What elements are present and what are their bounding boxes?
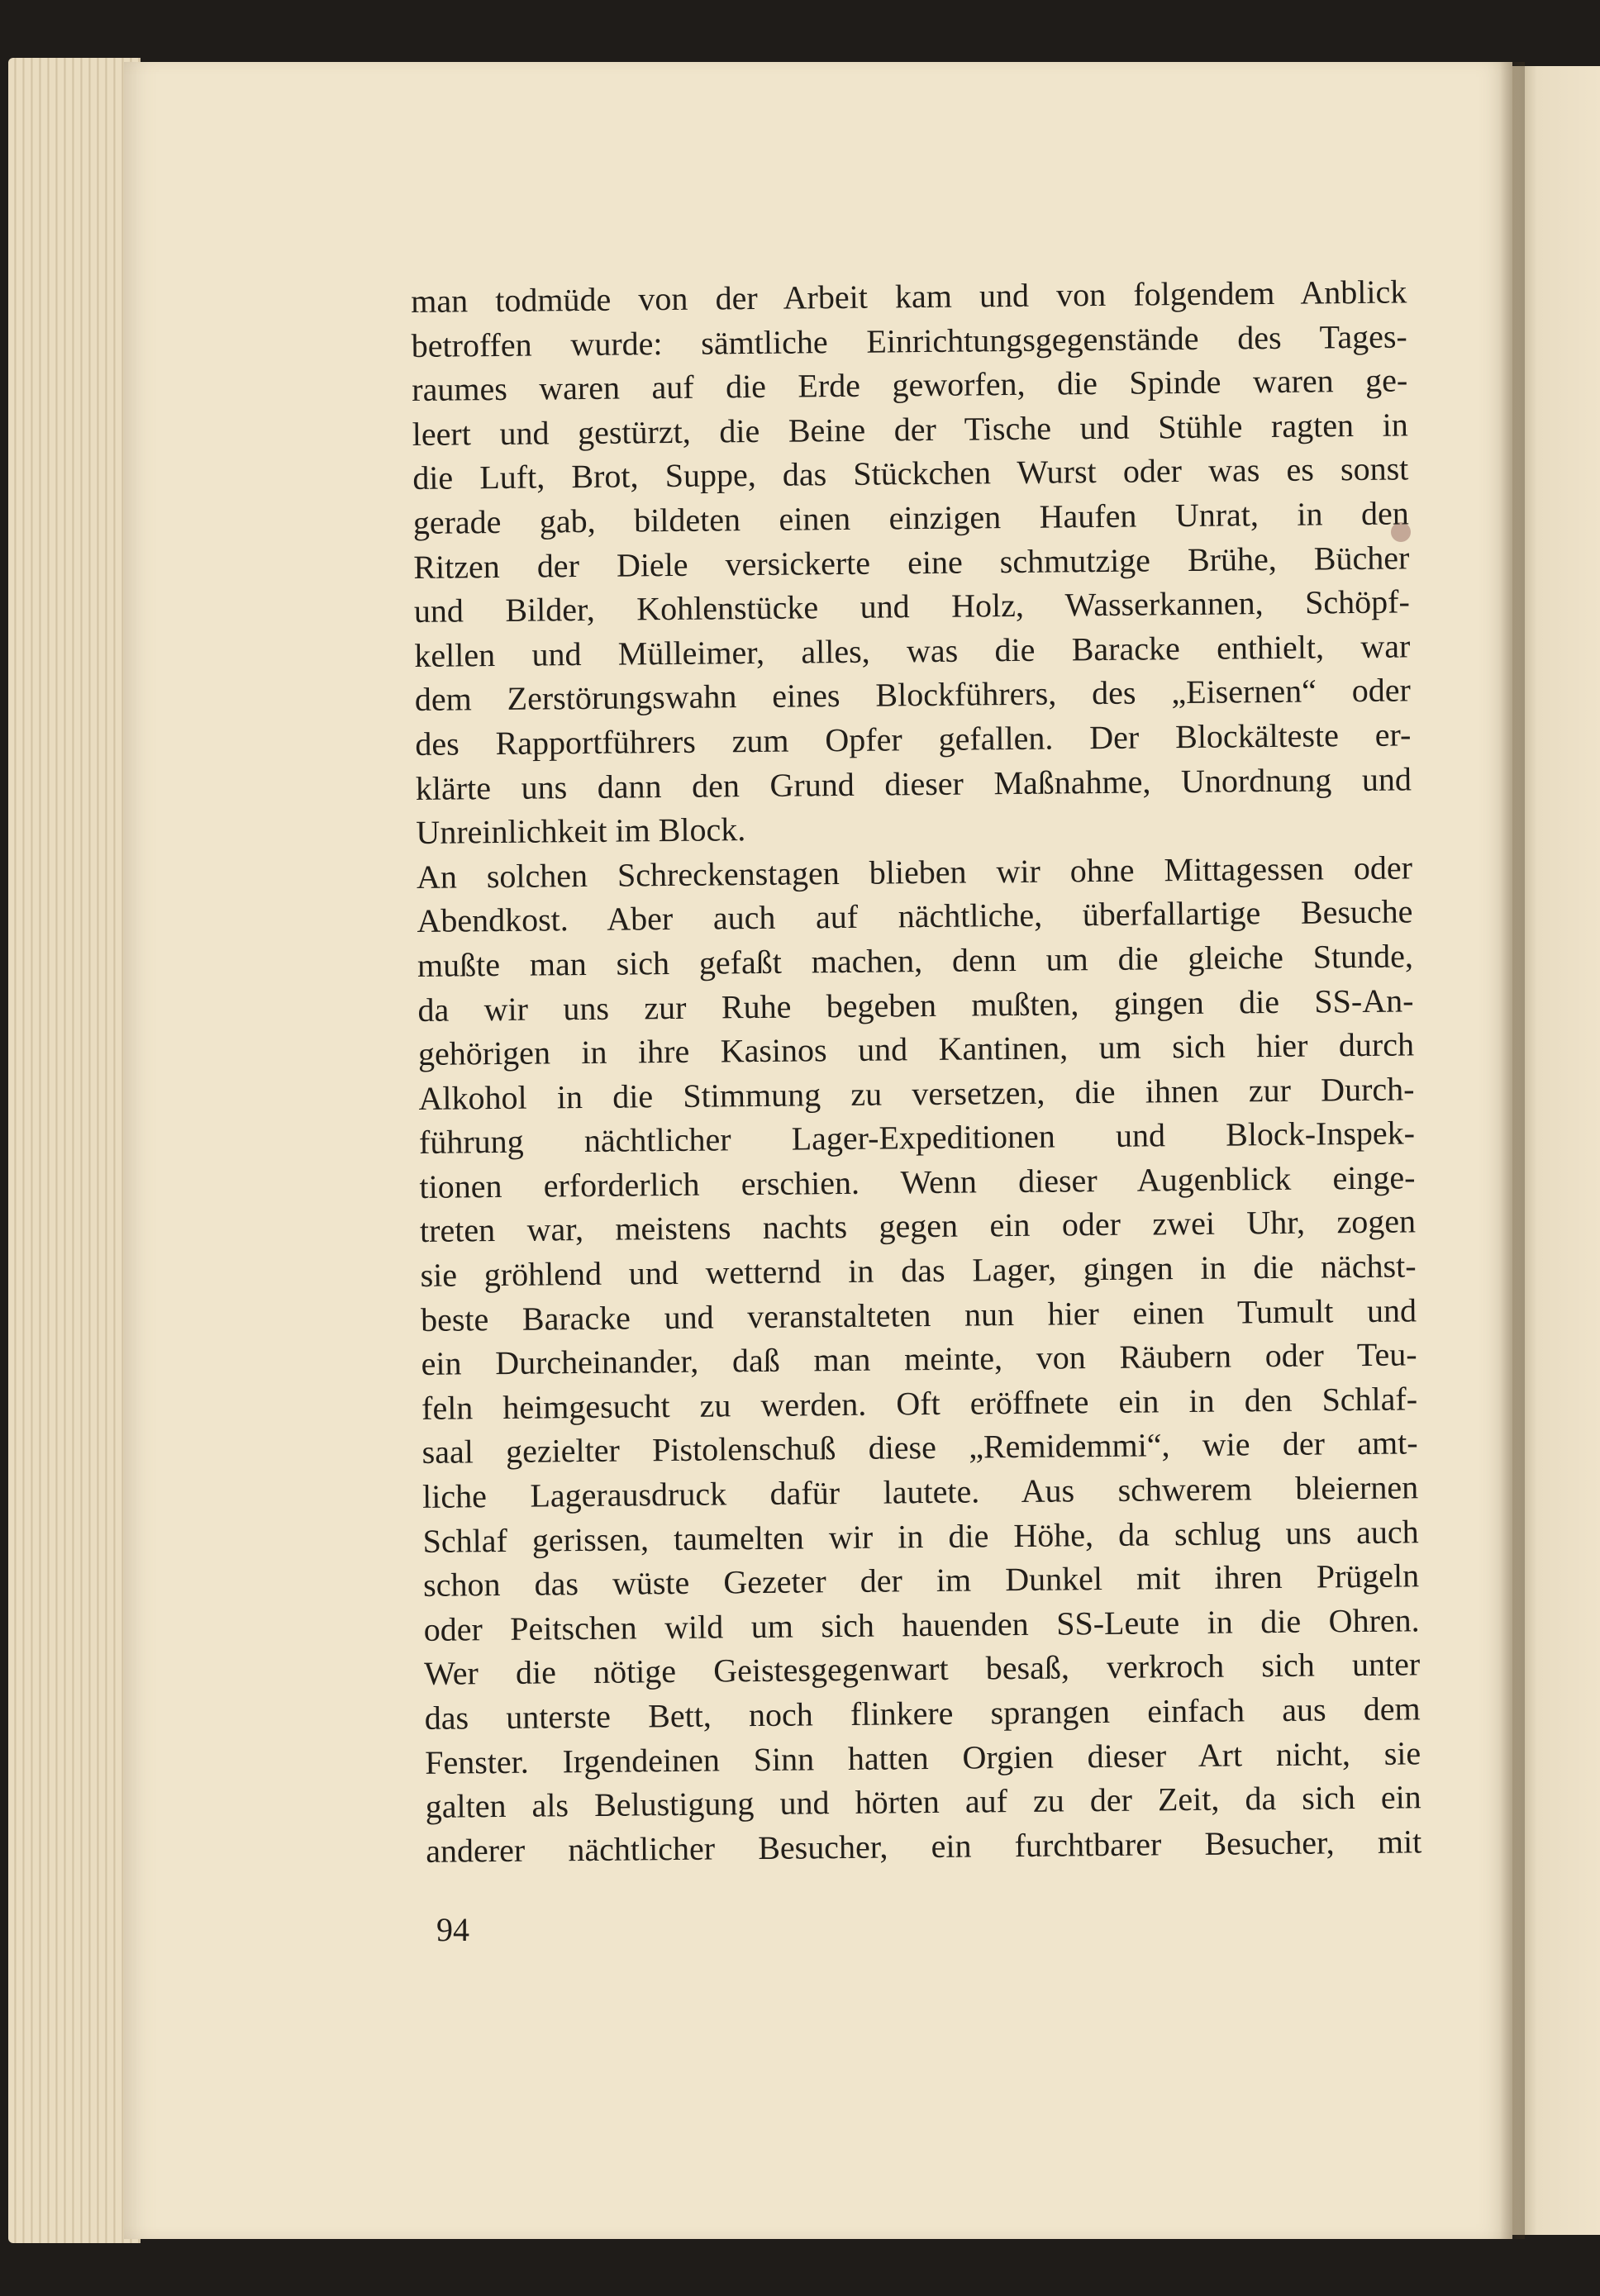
text-line: Wer die nötige Geistesgegenwart besaß, verkroch sich unter (423, 1645, 1421, 1693)
gutter-shadow (1500, 62, 1525, 2239)
text-line: klärte uns dann den Grund dieser Maßnahme, Unordnung und (415, 759, 1412, 807)
text-line: Alkohol in die Stimmung zu versetzen, die ihnen zur Durch- (418, 1070, 1415, 1117)
text-line: das unterste Bett, noch flinkere sprangen einfach aus dem (424, 1690, 1421, 1737)
text-line: führung nächtlicher Lager-Expeditionen und Block-Inspek- (418, 1114, 1416, 1162)
text-line: anderer nächtlicher Besucher, ein furchtbarer Besucher, mit (426, 1823, 1422, 1870)
text-line: gehörigen in ihre Kasinos und Kantinen, um sich hier durch (417, 1025, 1415, 1073)
body-text (411, 269, 1421, 1873)
page-edge-stack (8, 58, 140, 2243)
text-line: kellen und Mülleimer, alles, was die Baracke enthielt, war (414, 627, 1411, 674)
text-line: feln heimgesucht zu werden. Oft eröffnete ein in den Schlaf- (421, 1380, 1418, 1427)
text-line: liche Lagerausdruck dafür lautete. Aus schwerem bleiernen (421, 1468, 1419, 1515)
text-line: des Rapportführers zum Opfer gefallen. Der Blockälteste er- (415, 715, 1412, 763)
text-line: saal gezielter Pistolenschuß diese „Remidemmi“, wie der amt- (421, 1424, 1418, 1471)
text-line: gerade gab, bildeten einen einzigen Haufen Unrat, in den (412, 494, 1409, 541)
text-line: beste Baracke und veranstalteten nun hier einen Tumult und (420, 1291, 1417, 1338)
text-line: und Bilder, Kohlenstücke und Holz, Wasserkannen, Schöpf- (413, 582, 1411, 630)
text-line: betroffen wurde: sämtliche Einrichtungsgegenstände des Tages- (411, 317, 1407, 364)
text-line: galten als Belustigung und hörten auf zu der Zeit, da sich ein (425, 1778, 1421, 1826)
text-line: die Luft, Brot, Suppe, das Stückchen Wurst oder was es sonst (412, 449, 1409, 497)
page-number: 94 (436, 1911, 469, 1948)
text-line: sie gröhlend und wetternd in das Lager, gingen in die nächst- (420, 1247, 1417, 1295)
text-line: Fenster. Irgendeinen Sinn hatten Orgien dieser Art nicht, sie (425, 1733, 1421, 1781)
text-line: Abendkost. Aber auch auf nächtliche, überfallartige Besuche (417, 892, 1413, 940)
text-line: Ritzen der Diele versickerte eine schmutzige Brühe, Bücher (413, 538, 1410, 586)
text-line: Schlaf gerissen, taumelten wir in die Höhe, da schlug uns auch (422, 1512, 1419, 1560)
facing-page-edge (1512, 66, 1600, 2235)
text-line-paragraph-end: Unreinlichkeit im Block. (416, 810, 746, 852)
text-line: ein Durcheinander, daß man meinte, von Räubern oder Teu- (421, 1335, 1417, 1383)
text-line: dem Zerstörungswahn eines Blockführers, des „Eisernen“ oder (414, 671, 1412, 719)
text-line: man todmüde von der Arbeit kam und von folgendem Anblick (411, 273, 1407, 320)
text-line: tionen erforderlich erschien. Wenn dieser Augenblick einge- (419, 1158, 1416, 1205)
text-line: An solchen Schreckenstagen blieben wir ohne Mittagessen oder (416, 849, 1413, 896)
text-line: oder Peitschen wild um sich hauenden SS-Leute in die Ohren. (423, 1601, 1420, 1648)
text-line: treten war, meistens nachts gegen ein oder zwei Uhr, zogen (419, 1202, 1417, 1250)
text-line: leert und gestürzt, die Beine der Tische und Stühle ragten in (412, 406, 1408, 453)
text-line: raumes waren auf die Erde geworfen, die Spinde waren ge- (412, 361, 1408, 409)
text-line: da wir uns zur Ruhe begeben mußten, gingen die SS-An- (417, 981, 1414, 1029)
text-line: mußte man sich gefaßt machen, denn um die gleiche Stunde, (417, 937, 1414, 984)
text-line: schon das wüste Gezeter der im Dunkel mit ihren Prügeln (422, 1557, 1420, 1604)
